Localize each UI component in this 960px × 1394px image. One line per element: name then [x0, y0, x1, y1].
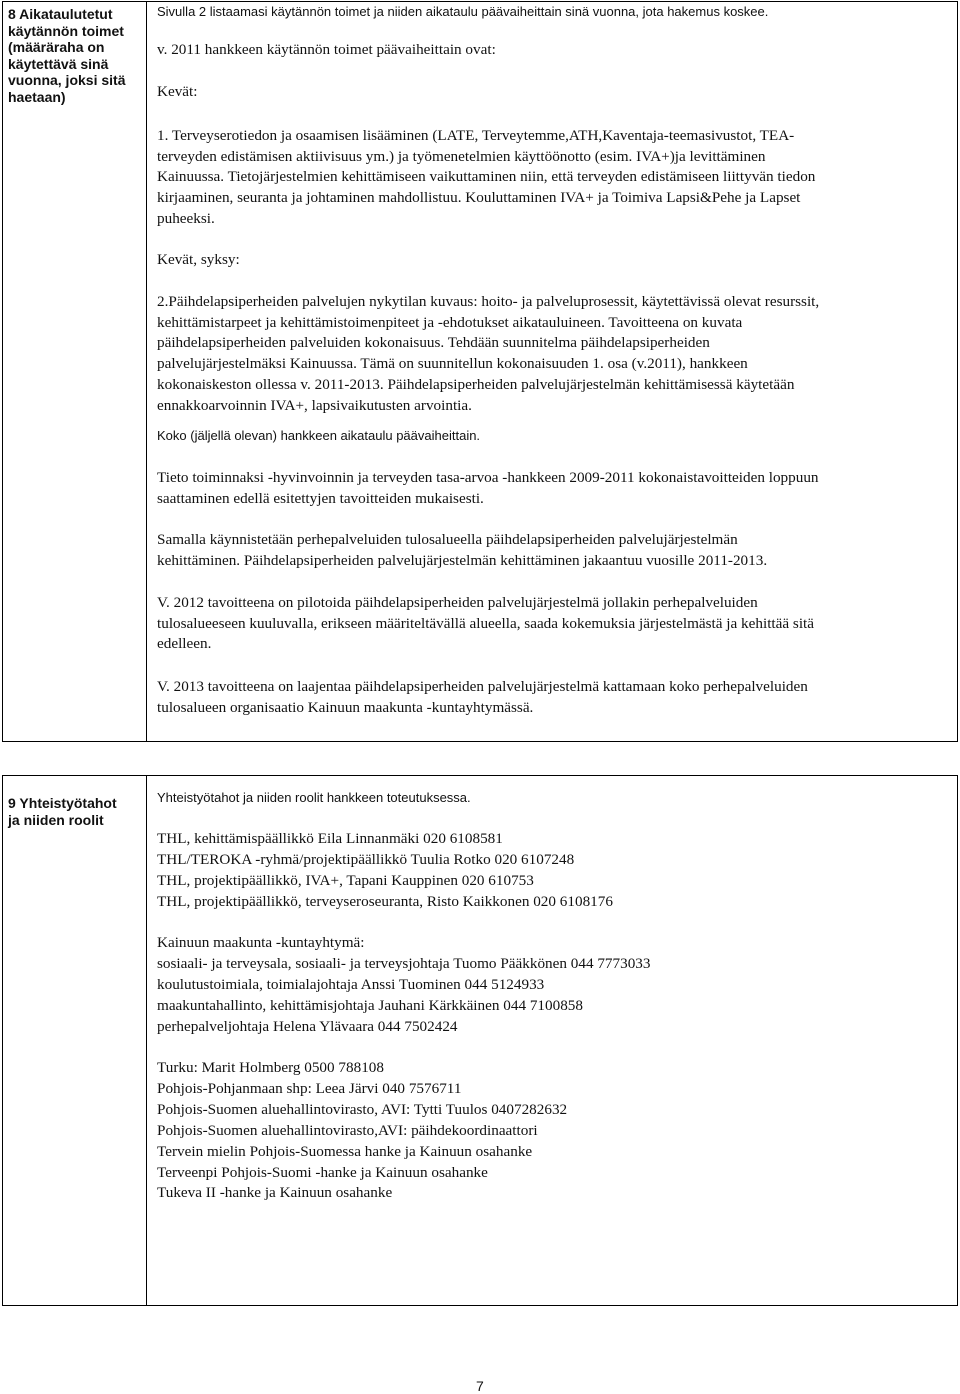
label-line: käytettävä sinä — [8, 55, 109, 72]
paragraph-3 — [157, 593, 814, 655]
contact-line: THL/TEROKA -ryhmä/projektipäällikkö Tuulia Rotko 020 6107248 — [157, 850, 575, 868]
label-line: 9 Yhteistyötahot — [8, 795, 117, 811]
paragraph-line: saattaminen edellä esitettyjen tavoitteiden mukaisesti. — [157, 489, 484, 507]
contact-line: Tervein mielin Pohjois-Suomessa hanke ja Kainuun osahanke — [157, 1142, 533, 1160]
spring-autumn-heading: Kevät, syksy: — [157, 251, 240, 268]
paragraph-line: tulosalueeseen kuuluvalla, erikseen määriteltävällä alueella, saada kokemuksia järjestelmästä ja kehittää sitä — [157, 614, 815, 632]
item-1-line: terveyden edistämisen aktiivisuus ym.) ja työmenetelmien käyttöönotto (esim. IVA+)ja levittäminen — [157, 147, 766, 165]
year-heading: v. 2011 hankkeen käytännön toimet päävaiheittain ovat: — [157, 41, 496, 58]
contact-line: maakuntahallinto, kehittämisjohtaja Jauhani Kärkkäinen 044 7100858 — [157, 996, 583, 1014]
section-8-divider — [146, 1, 147, 742]
paragraph-2 — [157, 530, 767, 571]
label-line: (määräraha on — [8, 39, 105, 55]
item-2-line: kokonaiskeston ollessa v. 2011-2013. Päihdelapsiperheiden palvelujärjestelmän kehittämisessä käytetään — [157, 375, 795, 393]
item-1-line: kirjaaminen, seuranta ja johtaminen mahdollistuu. Kouluttaminen IVA+ ja Toimiva Lapsi&Pehe ja Lapset — [157, 189, 801, 207]
full-schedule-heading: Koko (jäljellä olevan) hankkeen aikataulu päävaiheittain. — [157, 428, 481, 443]
label-line: 8 Aikataulutetut — [8, 6, 113, 22]
paragraph-line: kehittäminen. Päihdelapsiperheiden palvelujärjestelmän kehittäminen jakaantuu vuosille 2011-2013. — [157, 551, 768, 569]
contact-line: perhepalveljohtaja Helena Ylävaara 044 7502424 — [157, 1017, 458, 1035]
contact-line: THL, projektipäällikkö, terveyseroseuranta, Risto Kaikkonen 020 6108176 — [157, 892, 613, 910]
item-2-line: kehittämistarpeet ja kehittämistoimenpiteet ja -ehdotukset aikatauluineen. Tavoitteena on kuvata — [157, 313, 743, 331]
label-line: käytännön toimet — [8, 22, 124, 39]
contact-line: Pohjois-Suomen aluehallintovirasto,AVI: päihdekoordinaattori — [157, 1121, 538, 1139]
item-2-line: ennakkoarvoinnin IVA+, lapsivaikutusten arvointia. — [157, 396, 472, 414]
item-1-line: Kainuussa. Tietojärjestelmien kehittämiseen vaikuttaminen niin, että terveyden edistämiseen liittyvän tiedon — [157, 168, 816, 186]
contact-line: Turku: Marit Holmberg 0500 788108 — [157, 1059, 384, 1076]
contact-line: koulutustoimiala, toimialajohtaja Anssi Tuominen 044 5124933 — [157, 975, 545, 993]
item-2-line: päihdelapsiperheiden palveluiden kokonaisuus. Tehdään suunnitelma päihdelapsiperheiden — [157, 334, 710, 352]
paragraph-line: Samalla käynnistetään perhepalveluiden tulosalueella päihdelapsiperheiden palvelujärjestelmän — [157, 531, 738, 548]
contacts-group-2 — [157, 933, 651, 1038]
item-1-line: puheeksi. — [157, 209, 215, 227]
paragraph-line: V. 2013 tavoitteena on laajentaa päihdelapsiperheiden palvelujärjestelmä kattamaan koko perhepalveluiden — [157, 678, 808, 695]
contact-line: Pohjois-Pohjanmaan shp: Leea Järvi 040 7576711 — [157, 1079, 462, 1097]
contact-line: Tukeva II -hanke ja Kainuun osahanke — [157, 1184, 393, 1202]
contact-line: THL, projektipäällikkö, IVA+, Tapani Kauppinen 020 610753 — [157, 871, 534, 889]
paragraph-1 — [157, 468, 819, 509]
contacts-group-3 — [157, 1058, 567, 1204]
item-1-line: 1. Terveyserotiedon ja osaamisen lisääminen (LATE, Terveytemme,ATH,Kaventaja-teemasivustot, TEA- — [157, 127, 795, 144]
item-1 — [157, 126, 815, 230]
section-8-label — [8, 6, 125, 105]
label-line: ja niiden roolit — [8, 811, 104, 828]
section-9-label — [8, 795, 117, 828]
item-2-line: palvelujärjestelmäksi Kainuussa. Tämä on suunnitellun kokonaisuuden 1. osa (v.2011), hankkeen — [157, 355, 748, 373]
paragraph-4 — [157, 677, 808, 718]
paragraph-line: Tieto toiminnaksi -hyvinvoinnin ja terveyden tasa-arvoa -hankkeen 2009-2011 kokonaistavoitteiden loppuun — [157, 469, 819, 486]
contact-line: Pohjois-Suomen aluehallintovirasto, AVI: Tytti Tuulos 0407282632 — [157, 1100, 568, 1118]
section-8-intro: Sivulla 2 listaamasi käytännön toimet ja niiden aikataulu päävaiheittain sinä vuonna, jota hakemus koskee. — [157, 4, 769, 19]
page-number: 7 — [476, 1378, 484, 1394]
paragraph-line: tulosalueen organisaatio Kainuun maakunta -kuntayhtymässä. — [157, 698, 534, 716]
contact-line: sosiaali- ja terveysala, sosiaali- ja terveysjohtaja Tuomo Pääkkönen 044 7773033 — [157, 954, 651, 972]
contact-line: Terveenpi Pohjois-Suomi -hanke ja Kainuun osahanke — [157, 1163, 488, 1181]
contact-line: THL, kehittämispäällikkö Eila Linnanmäki 020 6108581 — [157, 830, 503, 847]
paragraph-line: V. 2012 tavoitteena on pilotoida päihdelapsiperheiden palvelujärjestelmä jollakin perhepalveluiden — [157, 594, 758, 611]
item-2-line: 2.Päihdelapsiperheiden palvelujen nykytilan kuvaus: hoito- ja palveluprosessit, käytettävissä olevat resurssit, — [157, 293, 820, 310]
section-9-divider — [146, 775, 147, 1306]
spring-heading: Kevät: — [157, 83, 198, 100]
label-line: vuonna, joksi sitä — [8, 72, 126, 88]
contact-line: Kainuun maakunta -kuntayhtymä: — [157, 934, 365, 951]
section-9-intro: Yhteistyötahot ja niiden roolit hankkeen toteutuksessa. — [157, 790, 471, 805]
paragraph-line: edelleen. — [157, 635, 212, 653]
contacts-group-1 — [157, 829, 613, 913]
label-line: haetaan) — [8, 88, 66, 105]
item-2 — [157, 292, 819, 416]
